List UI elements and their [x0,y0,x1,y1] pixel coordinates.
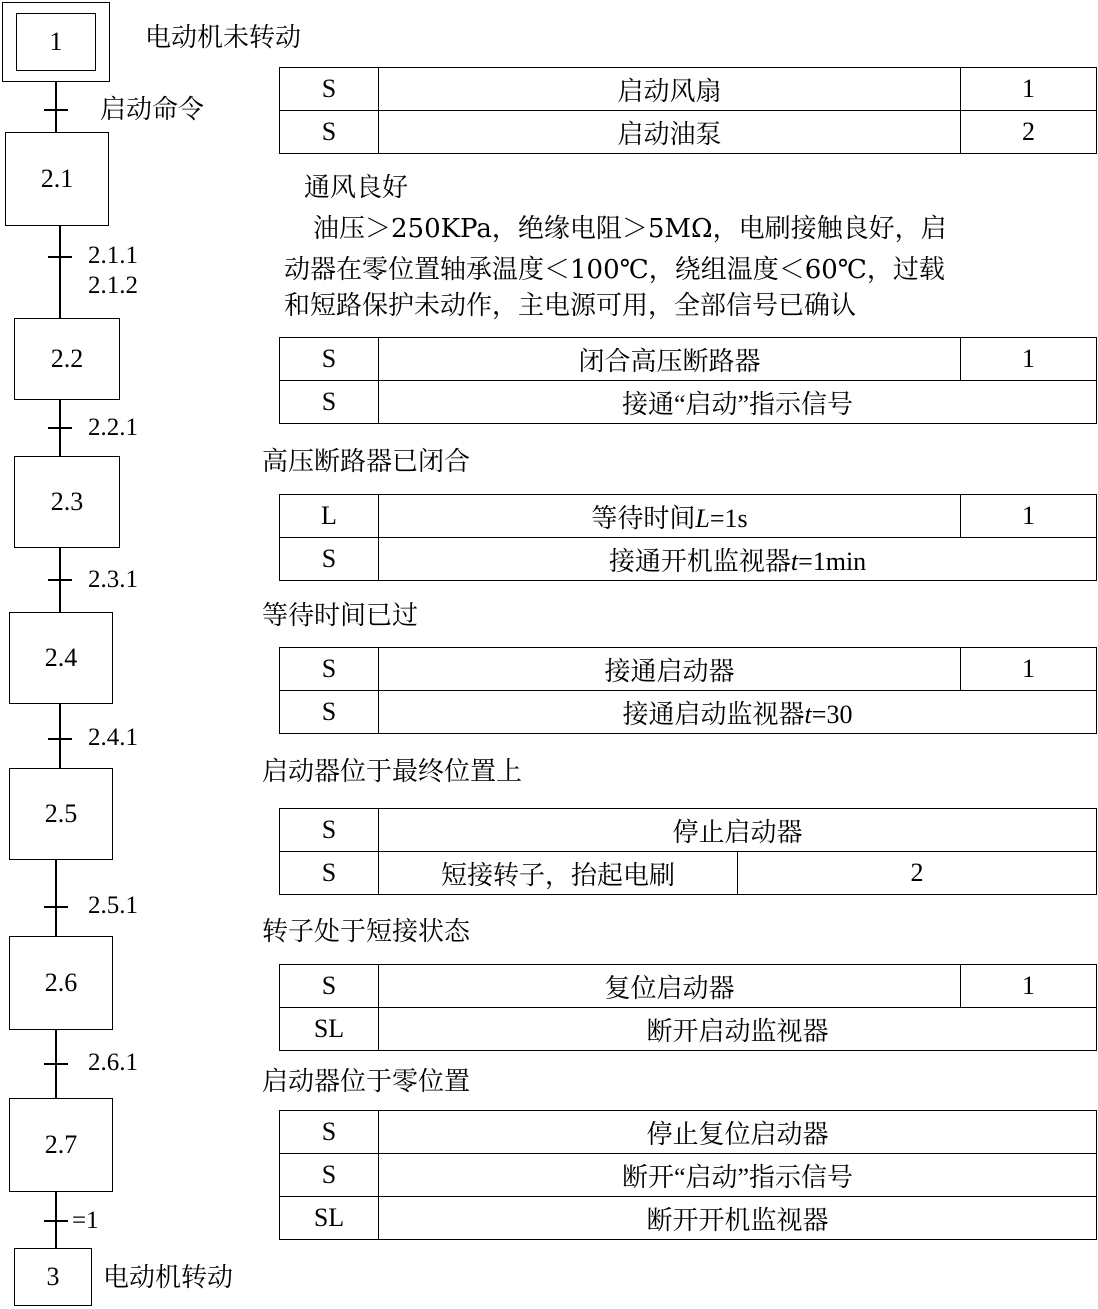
condition-text: 高压断路器已闭合 [262,447,471,477]
transition-label: 2.1.2 [88,272,138,299]
step-1-description: 电动机未转动 [145,23,302,53]
action-text: 断开“启动”指示信号 [379,1154,1097,1197]
action-qualifier: S [280,852,379,895]
action-text: 停止复位启动器 [379,1111,1097,1154]
step-2-7 [9,1098,113,1192]
action-qualifier: S [280,809,379,852]
action-qualifier: S [280,68,379,111]
action-text [379,538,1097,581]
action-text: 接通“启动”指示信号 [379,381,1097,424]
action-index: 1 [961,338,1097,381]
action-block-step-2-5 [279,808,1097,895]
transition-tick [48,738,72,740]
action-qualifier: S [280,1111,379,1154]
action-text-part: =30 [811,699,853,729]
action-text-part: 接通启动监视器 [622,699,805,729]
action-row [280,691,1097,734]
action-index: 1 [961,68,1097,111]
step-2-3-label: 2.3 [50,487,84,516]
action-variable: L [695,503,710,533]
transition-tick [44,109,68,111]
step-2-3 [14,456,120,548]
action-qualifier: L [280,495,379,538]
action-index: 1 [961,495,1097,538]
step-1 [2,2,110,82]
action-row [280,852,1097,895]
action-block-step-2-2 [279,337,1097,424]
action-block-step-2-7 [279,1110,1097,1240]
transition-tick [48,427,72,429]
action-text-part: 等待时间 [591,503,696,533]
step-2-5 [9,768,113,860]
transition-tick [48,579,72,581]
action-row [280,111,1097,154]
condition-text: 通风良好 [304,173,409,203]
action-qualifier: S [280,965,379,1008]
condition-text: 油压＞250KPa，绝缘电阻＞5MΩ，电刷接触良好，启 [313,214,947,244]
action-qualifier: S [280,691,379,734]
action-text: 断开启动监视器 [379,1008,1097,1051]
action-text-part: =1s [709,503,748,533]
action-qualifier: SL [280,1197,379,1240]
action-block-step-2-6 [279,964,1097,1051]
action-qualifier: S [280,1154,379,1197]
condition-text: 等待时间已过 [262,601,419,631]
transition-label: 2.3.1 [88,566,138,593]
step-1-label: 1 [49,27,63,56]
action-row [280,1008,1097,1051]
transition-label: 2.4.1 [88,724,138,751]
action-index: 2 [961,111,1097,154]
condition-text: 动器在零位置轴承温度＜100℃，绕组温度＜60℃，过载 [284,255,945,285]
transition-label: 2.6.1 [88,1049,138,1076]
action-text [379,691,1097,734]
transition-label: 2.2.1 [88,414,138,441]
action-row [280,1111,1097,1154]
action-row [280,381,1097,424]
action-text: 短接转子，抬起电刷 [379,852,738,895]
action-qualifier: S [280,538,379,581]
action-text-part: =1min [798,546,867,576]
action-block-step-2-4 [279,647,1097,734]
action-index: 2 [738,852,1097,895]
transition-tick [44,1063,68,1065]
step-2-2-label: 2.2 [50,344,84,373]
condition-text: 启动器位于最终位置上 [262,757,523,787]
action-block-step-2-3 [279,494,1097,581]
action-text: 复位启动器 [379,965,961,1008]
action-row [280,338,1097,381]
action-text-part: 接通开机监视器 [608,546,791,576]
action-text: 停止启动器 [379,809,1097,852]
action-text: 接通启动器 [379,648,961,691]
step-2-1 [5,132,109,226]
action-text [379,495,961,538]
action-variable: t [790,546,799,576]
transition-label: 2.1.1 [88,242,138,269]
step-2-5-label: 2.5 [44,799,78,828]
step-3 [14,1248,92,1306]
step-2-6 [9,936,113,1030]
transition-tick [44,1220,68,1222]
action-index: 1 [961,648,1097,691]
condition-text: 转子处于短接状态 [262,917,471,947]
step-3-label: 3 [46,1262,60,1291]
step-2-6-label: 2.6 [44,968,78,997]
condition-text: 和短路保护未动作，主电源可用，全部信号已确认 [284,291,857,321]
step-2-4 [9,612,113,704]
step-2-2 [14,318,120,400]
step-2-1-label: 2.1 [40,164,74,193]
action-row [280,538,1097,581]
transition-label: =1 [72,1207,99,1234]
action-text: 启动油泵 [379,111,961,154]
transition-label-start-command: 启动命令 [100,95,205,125]
action-index: 1 [961,965,1097,1008]
action-row [280,495,1097,538]
action-text: 闭合高压断路器 [379,338,961,381]
action-text: 断开开机监视器 [379,1197,1097,1240]
step-2-7-label: 2.7 [44,1130,78,1159]
action-row [280,1154,1097,1197]
action-row [280,809,1097,852]
action-row [280,1197,1097,1240]
action-row [280,68,1097,111]
condition-text: 启动器位于零位置 [262,1067,471,1097]
action-text: 启动风扇 [379,68,961,111]
action-qualifier: S [280,338,379,381]
transition-label: 2.5.1 [88,892,138,919]
action-qualifier: S [280,111,379,154]
action-qualifier: S [280,648,379,691]
action-qualifier: S [280,381,379,424]
action-block-step-2-1 [279,67,1097,154]
action-variable: t [804,699,812,729]
transition-tick [44,906,68,908]
action-row [280,648,1097,691]
action-row [280,965,1097,1008]
action-qualifier: SL [280,1008,379,1051]
transition-tick [48,256,72,258]
step-2-4-label: 2.4 [44,643,78,672]
step-3-description: 电动机转动 [103,1263,234,1293]
